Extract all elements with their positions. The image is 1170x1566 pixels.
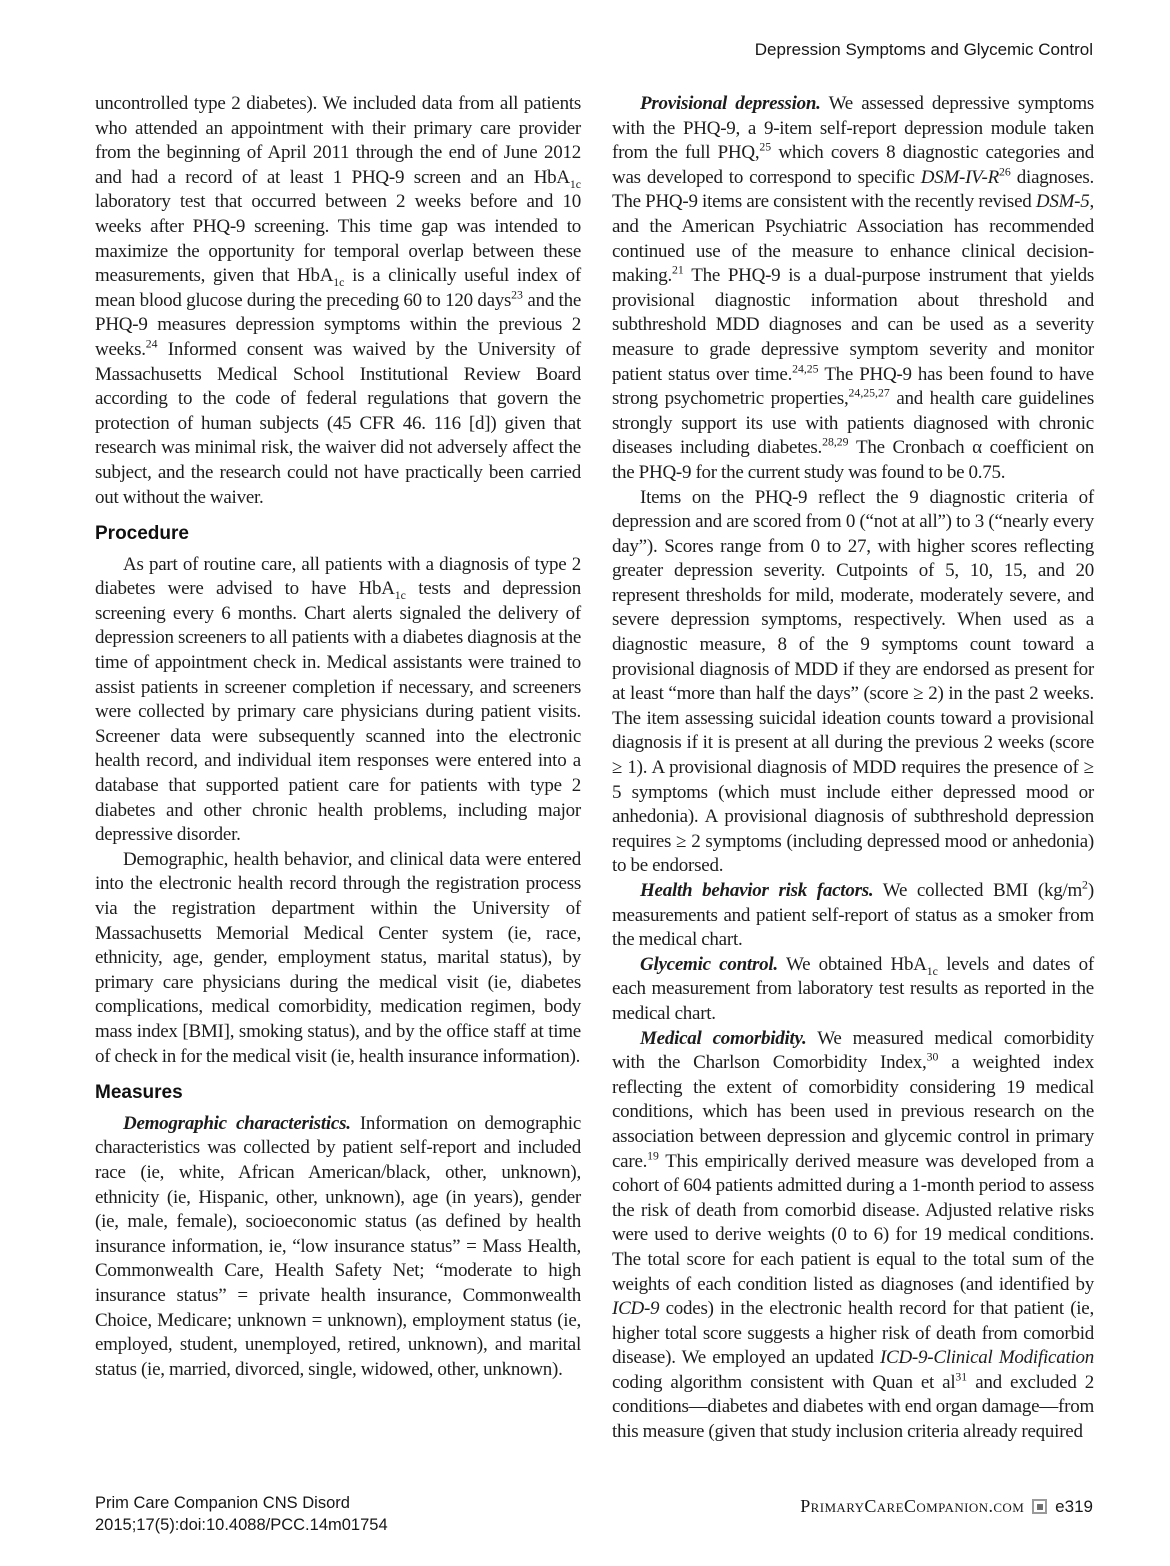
text-segment-i: DSM-IV-R — [920, 166, 999, 188]
section-heading: Procedure — [95, 523, 189, 545]
footer-right — [800, 1496, 1093, 1517]
text-segment-bi: Glycemic control. — [640, 953, 778, 975]
text-segment-sup: 28,29 — [822, 435, 849, 449]
text-segment-sup: 25 — [759, 140, 772, 154]
paragraph: Health behavior risk factors. We collected BMI $(kg/m^2)$ measurements and patient self-report of status as a smoker from the medical chart. — [612, 878, 1094, 951]
paragraph: Demographic, health behavior, and clinical data were entered into the electronic health record through the registration process via the registration department within the University of Massachusetts Memorial Medical Center system (ie, race, ethnicity, age, gender, employment status, marital status), by primary care physicians during the medical visit (ie, diabetes complications, medical comorbidity, medication regimen, body mass index [BMI], smoking status), and by the office staff at time of check in for the medical visit (ie, health insurance information). — [95, 848, 581, 1067]
text-segment-i: ICD-9-Clinical Modification — [879, 1347, 1095, 1369]
text-segment-sup: 23 — [511, 288, 523, 302]
text-segment-sup: 24,25 — [792, 362, 819, 376]
text-segment-sup: 2 — [1082, 878, 1088, 892]
section-heading: Measures — [95, 1082, 183, 1104]
text-segment-bi: Medical comorbidity. — [640, 1027, 807, 1049]
paragraph: Glycemic control. We obtained HbA$_{1c}$ levels and dates of each measurement from laboratory test results as reported in the medical chart. — [612, 953, 1095, 1024]
square-bullet-icon-inner — [1037, 1504, 1043, 1510]
text-segment-sub: 1c — [926, 964, 938, 978]
text-segment-sub: 1c — [569, 177, 581, 191]
journal-citation-line1: Prim Care Companion CNS Disord — [95, 1494, 350, 1512]
square-bullet-icon — [1032, 1499, 1047, 1514]
journal-citation-line2: 2015;17(5):doi:10.4088/PCC.14m01754 — [95, 1516, 388, 1534]
text-segment-sup: 24 — [145, 337, 158, 351]
text-segment-sup: 26 — [998, 165, 1011, 179]
text-segment-bi: Provisional depression. — [640, 93, 821, 114]
text-segment-sup: 24,25,27 — [848, 386, 890, 400]
paragraph: Provisional depression. We assessed depressive symptoms with the PHQ-9, a 9-item self-report depression module taken from the full PHQ,$^{25}$ which covers 8 diagnostic categories and was developed to correspond to specific DSM-$IV-R^{26}$ diagnoses. The PHQ-9 items are consistent with the recently revised DSM-5, and the American Psychiatric Association has recommended continued use of the measure to enhance clinical decision-making.$^{21}$ The PHQ-9 is a dual-purpose instrument that yields provisional diagnostic information about threshold and subthreshold MDD diagnoses and can be used as a severity measure to grade depressive symptom severity and monitor patient status over time.$^{24,25}$ The PHQ-9 has been found to have strong psychometric properties,$^{24,25,27}$ and health care guidelines strongly support its use with patients diagnosed with chronic diseases including diabetes.$^{28,29}$ The Cronbach α coefficient on the PHQ-9 for the current study was found to be 0.75. — [612, 93, 1095, 483]
text-segment-sup: 21 — [672, 263, 684, 277]
text-segment-i: ICD-9 — [612, 1298, 660, 1320]
paragraph: As part of routine care, all patients with a diagnosis of type 2 diabetes were advised to have HbA$_{1c}$ tests and depression screening every 6 months. Chart alerts signaled the delivery of depression screeners to all patients with a diabetes diagnosis at the time of appointment check in. Medical assistants were trained to assist patients in screener completion if necessary, and screeners were collected by primary care physicians during patient visits. Screener data were subsequently scanned into the electronic health record, and individual item responses were entered into a database that supported patient care for patients with type 2 diabetes and other chronic health problems, including major depressive disorder. — [95, 553, 581, 846]
right-column — [612, 92, 1094, 1445]
text-segment-sup: 19 — [647, 1149, 659, 1163]
journal-citation — [95, 1492, 388, 1536]
running-head: Depression Symptoms and Glycemic Control — [754, 40, 1093, 59]
paragraph: uncontrolled type 2 diabetes). We included data from all patients who attended an appointment with their primary care provider from the beginning of April 2011 through the end of June 2012 and had a record of at least 1 PHQ-9 screen and an HbA$_{1c}$ laboratory test that occurred between 2 weeks before and 10 weeks after PHQ-9 screening. This time gap was intended to maximize the opportunity for temporal overlap between these measurements, given that HbA$_{1c}$ is a clinically useful index of mean blood glucose during the preceding 60 to 120 days$^{23}$ and the PHQ-9 measures depression symptoms within the previous 2 weeks.$^{24}$ Informed consent was waived by the University of Massachusetts Medical School Institutional Review Board according to the code of federal regulations that govern the protection of human subjects (45 CFR 46. 116 [d]) given that research was minimal risk, the waiver did not adversely affect the subject, and the research could not have practically been carried out without the waiver. — [95, 93, 581, 508]
text-segment-sup: 31 — [955, 1370, 968, 1384]
paragraph: Demographic characteristics. Information on demographic characteristics was collected by patient self-report and included race (ie, white, African American/black, other, unknown), ethnicity (ie, Hispanic, other, unknown), age (in years), gender (ie, male, female), socioeconomic status (as defined by health insurance information, ie, “low insurance status” = Mass Health, Commonwealth Care, Health Safety Net; “moderate to high insurance status” = private health insurance, Commonwealth Choice, Medicare; unknown = unknown), employment status (ie, employed, student, unemployed, retired, unknown), and marital status (ie, married, divorced, single, widowed, other, unknown). — [95, 1112, 581, 1380]
text-segment-sub: 1c — [333, 275, 345, 289]
left-column — [95, 92, 581, 1382]
journal-website: PrimaryCareCompanion.com — [800, 1496, 1025, 1516]
text-segment-i: DSM-5 — [1035, 191, 1090, 213]
page-number: e319 — [1055, 1496, 1093, 1516]
text-segment-bi: Demographic characteristics. — [123, 1112, 351, 1134]
text-segment-sub: 1c — [394, 589, 406, 603]
text-segment-sup: 30 — [926, 1050, 939, 1064]
paragraph: Medical comorbidity. We measured medical comorbidity with the Charlson Comorbidity Index,$^{30}$ a weighted index reflecting the extent of comorbidity considering 19 medical conditions, which has been used in previous research on the association between depression and glycemic control in primary care.$^{19}$ This empirically derived measure was developed from a cohort of 604 patients admitted during a 1-month period to assess the risk of death from comorbid disease. Adjusted relative risks were used to derive weights (0 to 6) for 19 medical conditions. The total score for each patient is equal to the total sum of the weights of each condition listed as diagnoses (and identified by ICD-9 codes) in the electronic health record for that patient (ie, higher total score suggests a higher risk of death from comorbid disease). We employed an updated ICD-9-Clinical Modification coding algorithm consistent with Quan et $al^{31}$ and excluded 2 conditions—diabetes and diabetes with end organ damage—from this measure (given that study inclusion criteria already required — [612, 1027, 1095, 1443]
text-segment-bi: Health behavior risk factors. — [640, 880, 874, 901]
paragraph: Items on the PHQ-9 reflect the 9 diagnostic criteria of depression and are scored from 0 (“not at all”) to 3 (“nearly every day”). Scores range from 0 to 27, with higher scores reflecting greater depression severity. Cutpoints of 5, 10, 15, and 20 represent thresholds for mild, moderate, moderately severe, and severe depression symptoms, respectively. When used as a diagnostic measure, 8 of the 9 symptoms count toward a provisional diagnosis of MDD if they are endorsed as present for at least “more than half the days” (score ≥ 2) in the past 2 weeks. The item assessing suicidal ideation counts toward a provisional diagnosis if it is present at all during the previous 2 weeks (score ≥ 1). A provisional diagnosis of MDD requires the presence of ≥ 5 symptoms (which must include either depressed mood or anhedonia). A provisional diagnosis of subthreshold depression requires ≥ 2 symptoms (including depressed mood or anhedonia) to be endorsed. — [612, 486, 1094, 877]
